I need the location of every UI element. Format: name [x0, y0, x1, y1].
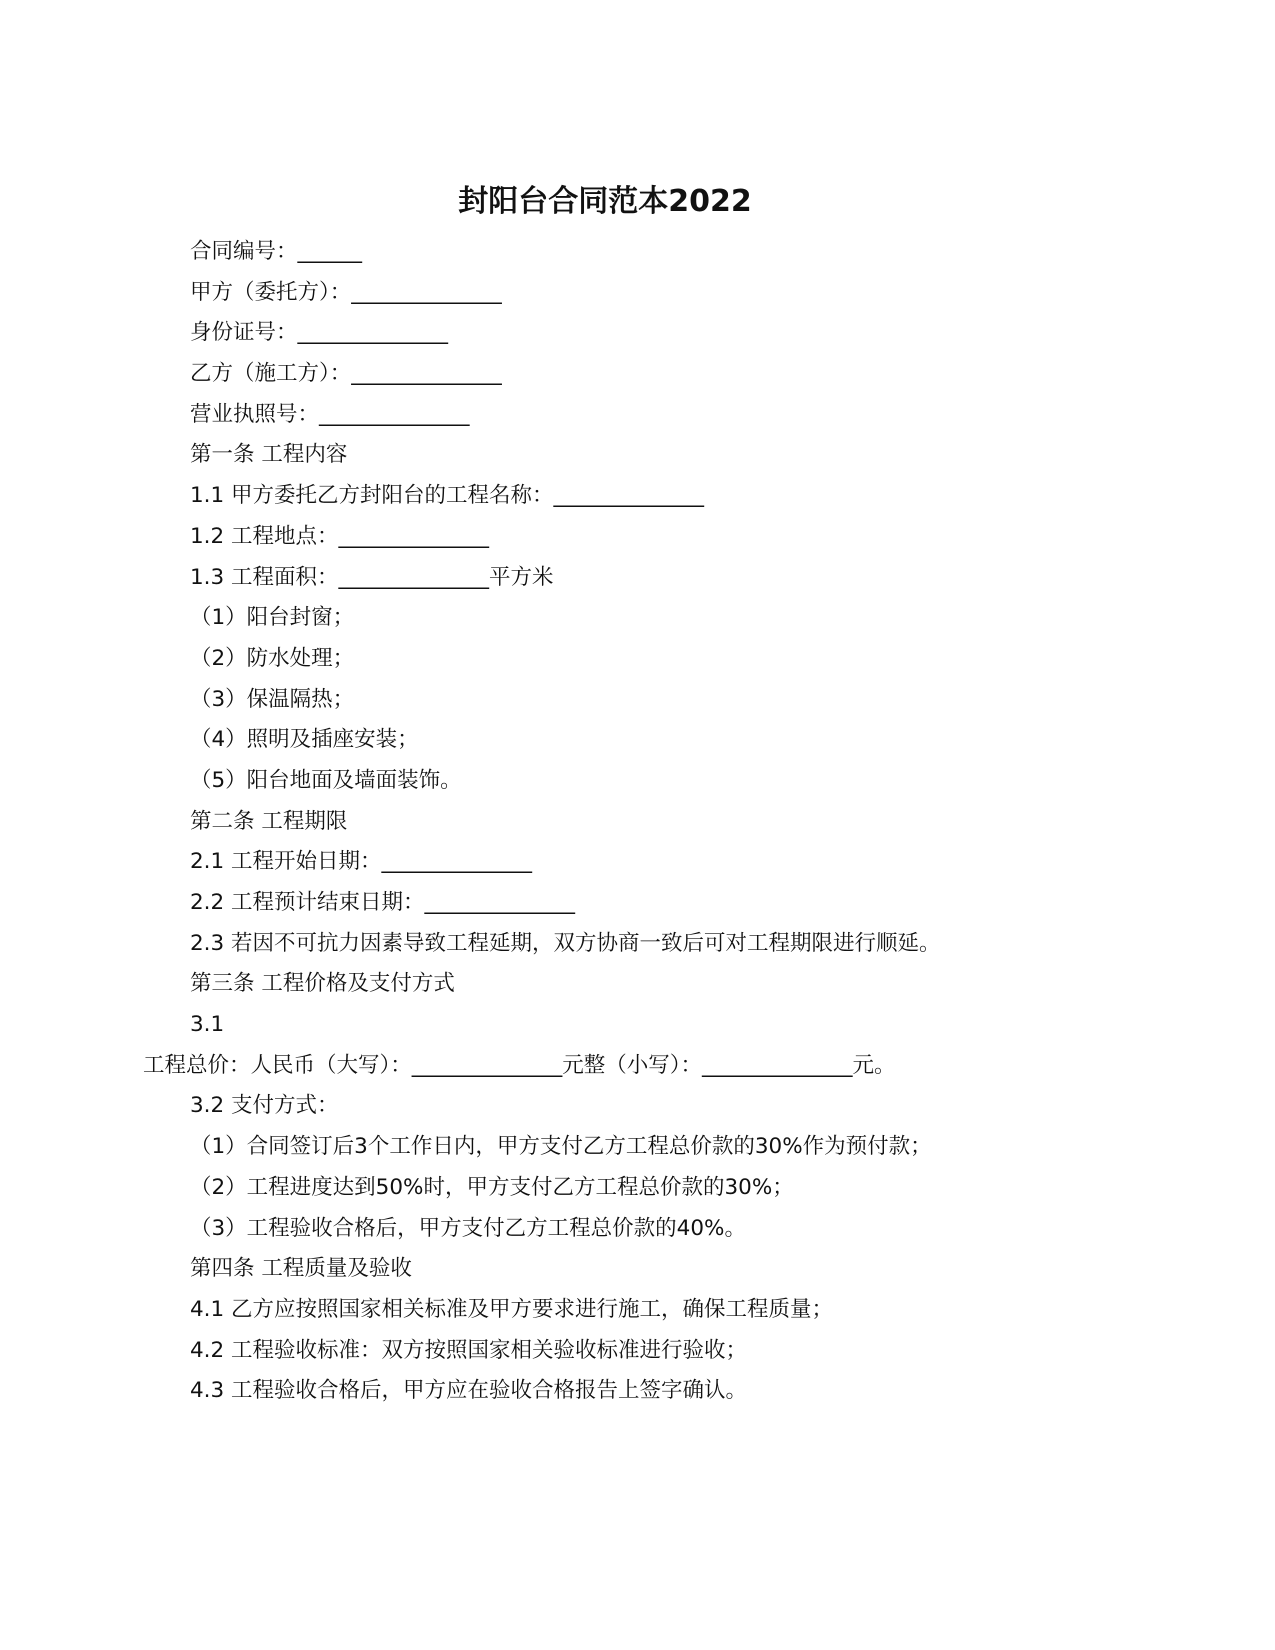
- document-body: [143, 232, 941, 1412]
- contract-line: 甲方（委托方）：______________: [190, 279, 502, 305]
- contract-line: （1）合同签订后3个工作日内，甲方支付乙方工程总价款的30%作为预付款；: [190, 1134, 932, 1160]
- contract-line: 1.1 甲方委托乙方封阳台的工程名称：______________: [190, 483, 705, 509]
- contract-line: 1.3 工程面积：______________平方米: [190, 564, 554, 590]
- section-heading: 第四条 工程质量及验收: [190, 1256, 412, 1282]
- contract-line: 乙方（施工方）：______________: [190, 361, 502, 387]
- section-heading: 第二条 工程期限: [190, 808, 348, 834]
- contract-line: 3.1: [190, 1012, 225, 1038]
- contract-line: 营业执照号：______________: [190, 401, 470, 427]
- section-heading: 第三条 工程价格及支付方式: [190, 971, 455, 997]
- contract-line: 2.1 工程开始日期：______________: [190, 849, 533, 875]
- contract-line: 4.3 工程验收合格后，甲方应在验收合格报告上签字确认。: [190, 1378, 748, 1404]
- contract-line: （1）阳台封窗；: [190, 605, 355, 631]
- contract-number-field: 合同编号：______: [190, 239, 363, 264]
- contract-line: 4.2 工程验收标准：双方按照国家相关验收标准进行验收；: [190, 1337, 748, 1363]
- contract-line: 4.1 乙方应按照国家相关标准及甲方要求进行施工，确保工程质量；: [190, 1296, 834, 1322]
- contract-line: 3.2 支付方式：: [190, 1093, 339, 1119]
- contract-line: （3）工程验收合格后，甲方支付乙方工程总价款的40%。: [190, 1215, 746, 1241]
- contract-line: （5）阳台地面及墙面装饰。: [190, 767, 462, 793]
- contract-line: （2）防水处理；: [190, 645, 355, 671]
- document-title: 封阳台合同范本2022: [458, 184, 752, 219]
- contract-line: 2.2 工程预计结束日期：______________: [190, 890, 576, 915]
- contract-line: 工程总价：人民币（大写）：______________元整（小写）：______________元。: [143, 1052, 896, 1078]
- contract-line: （2）工程进度达到50%时，甲方支付乙方工程总价款的30%；: [190, 1174, 794, 1200]
- contract-line: 1.2 工程地点：______________: [190, 523, 490, 549]
- section-heading: 第一条 工程内容: [190, 442, 348, 468]
- contract-line: （4）照明及插座安装；: [190, 727, 419, 753]
- contract-line: 2.3 若因不可抗力因素导致工程延期，双方协商一致后可对工程期限进行顺延。: [190, 930, 941, 956]
- contract-line: （3）保温隔热；: [190, 686, 355, 712]
- contract-line: 身份证号：______________: [190, 320, 449, 346]
